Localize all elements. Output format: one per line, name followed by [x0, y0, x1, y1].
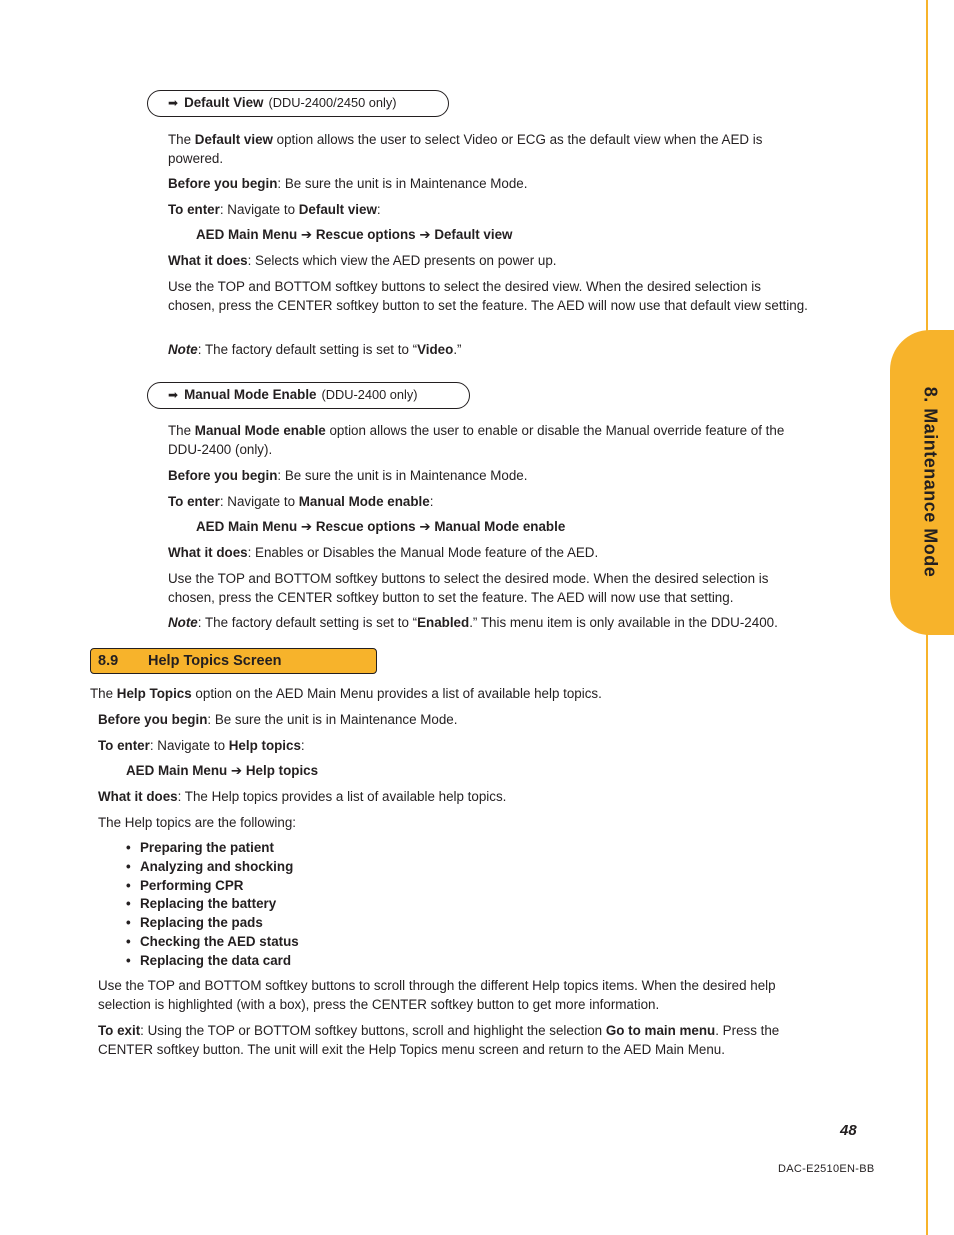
default-view-intro: The Default view option allows the user to select Video or ECG as the default view when the AED is powered. — [168, 132, 763, 166]
help-topics-list-intro: The Help topics are the following: — [98, 815, 296, 830]
default-view-heading-suffix: (DDU-2400/2450 only) — [268, 95, 397, 111]
manual-mode-heading — [147, 382, 470, 409]
list-item: • Preparing the patient — [126, 839, 299, 858]
document-code: DAC-E2510EN-BB — [778, 1163, 875, 1175]
help-topics-list — [126, 839, 299, 971]
chapter-side-tab — [890, 330, 954, 635]
arrow-icon: ➔ — [419, 227, 431, 242]
list-item: • Performing CPR — [126, 877, 299, 896]
manual-mode-intro: The Manual Mode enable option allows the user to enable or disable the Manual override feature of the DDU-2400 (only). — [168, 423, 785, 457]
arrow-icon: ➔ — [419, 519, 431, 534]
default-view-menu-path: AED Main Menu ➔ Rescue options ➔ Default view — [196, 227, 513, 242]
right-arrow-icon: ➡ — [168, 388, 179, 403]
manual-mode-heading-suffix: (DDU-2400 only) — [321, 387, 418, 403]
list-item: • Replacing the battery — [126, 895, 299, 914]
default-view-before-you-begin: Before you begin: Be sure the unit is in Maintenance Mode. — [168, 176, 528, 191]
list-item: • Replacing the pads — [126, 914, 299, 933]
list-item: • Analyzing and shocking — [126, 858, 299, 877]
help-topics-menu-path: AED Main Menu ➔ Help topics — [126, 763, 319, 778]
default-view-what-it-does: What it does: Selects which view the AED presents on power up. — [168, 253, 557, 268]
manual-mode-to-enter: To enter: Navigate to Manual Mode enable: — [168, 494, 434, 509]
list-item: • Checking the AED status — [126, 933, 299, 952]
help-topics-what-it-does: What it does: The Help topics provides a list of available help topics. — [98, 789, 507, 804]
default-view-heading-text: Default View — [184, 95, 264, 111]
manual-mode-menu-path: AED Main Menu ➔ Rescue options ➔ Manual Mode enable — [196, 519, 566, 534]
manual-mode-note: Note: The factory default setting is set to “Enabled.” This menu item is only available in the DDU-2400. — [168, 615, 778, 630]
help-topics-to-exit: To exit: Using the TOP or BOTTOM softkey buttons, scroll and highlight the selection Go to main menu. Press the CENTER softkey button. The unit will exit the Help Topics menu screen and return to the AED Main Menu. — [98, 1023, 780, 1057]
arrow-icon: ➔ — [300, 519, 313, 534]
right-arrow-icon: ➡ — [168, 96, 179, 111]
chapter-side-tab-label: 8. Maintenance Mode — [920, 386, 941, 578]
default-view-usage: Use the TOP and BOTTOM softkey buttons to select the desired view. When the desired selection is chosen, press the CENTER softkey button to set the feature. The AED will now use that default view setting. — [168, 279, 808, 313]
default-view-to-enter: To enter: Navigate to Default view: — [168, 202, 381, 217]
manual-mode-before-you-begin: Before you begin: Be sure the unit is in Maintenance Mode. — [168, 468, 528, 483]
default-view-note: Note: The factory default setting is set to “Video.” — [168, 342, 462, 357]
section-number: 8.9 — [98, 652, 119, 669]
manual-mode-what-it-does: What it does: Enables or Disables the Manual Mode feature of the AED. — [168, 545, 599, 560]
page-number: 48 — [840, 1122, 857, 1139]
manual-mode-usage: Use the TOP and BOTTOM softkey buttons to select the desired mode. When the desired selection is chosen, press the CENTER softkey button to set the feature. The AED will now use that setting. — [168, 571, 769, 605]
arrow-icon: ➔ — [230, 763, 243, 778]
help-topics-intro: The Help Topics option on the AED Main Menu provides a list of available help topics. — [90, 686, 602, 701]
help-topics-to-enter: To enter: Navigate to Help topics: — [98, 738, 305, 753]
arrow-icon: ➔ — [300, 227, 313, 242]
section-heading-help-topics — [90, 648, 377, 674]
list-item: • Replacing the data card — [126, 952, 299, 971]
help-topics-before-you-begin: Before you begin: Be sure the unit is in Maintenance Mode. — [98, 712, 458, 727]
manual-mode-heading-text: Manual Mode Enable — [184, 387, 317, 403]
default-view-heading — [147, 90, 449, 117]
section-title: Help Topics Screen — [148, 652, 282, 669]
help-topics-usage: Use the TOP and BOTTOM softkey buttons to scroll through the different Help topics items. When the desired help selection is highlighted (with a box), press the CENTER softkey button to get more information. — [98, 978, 776, 1012]
